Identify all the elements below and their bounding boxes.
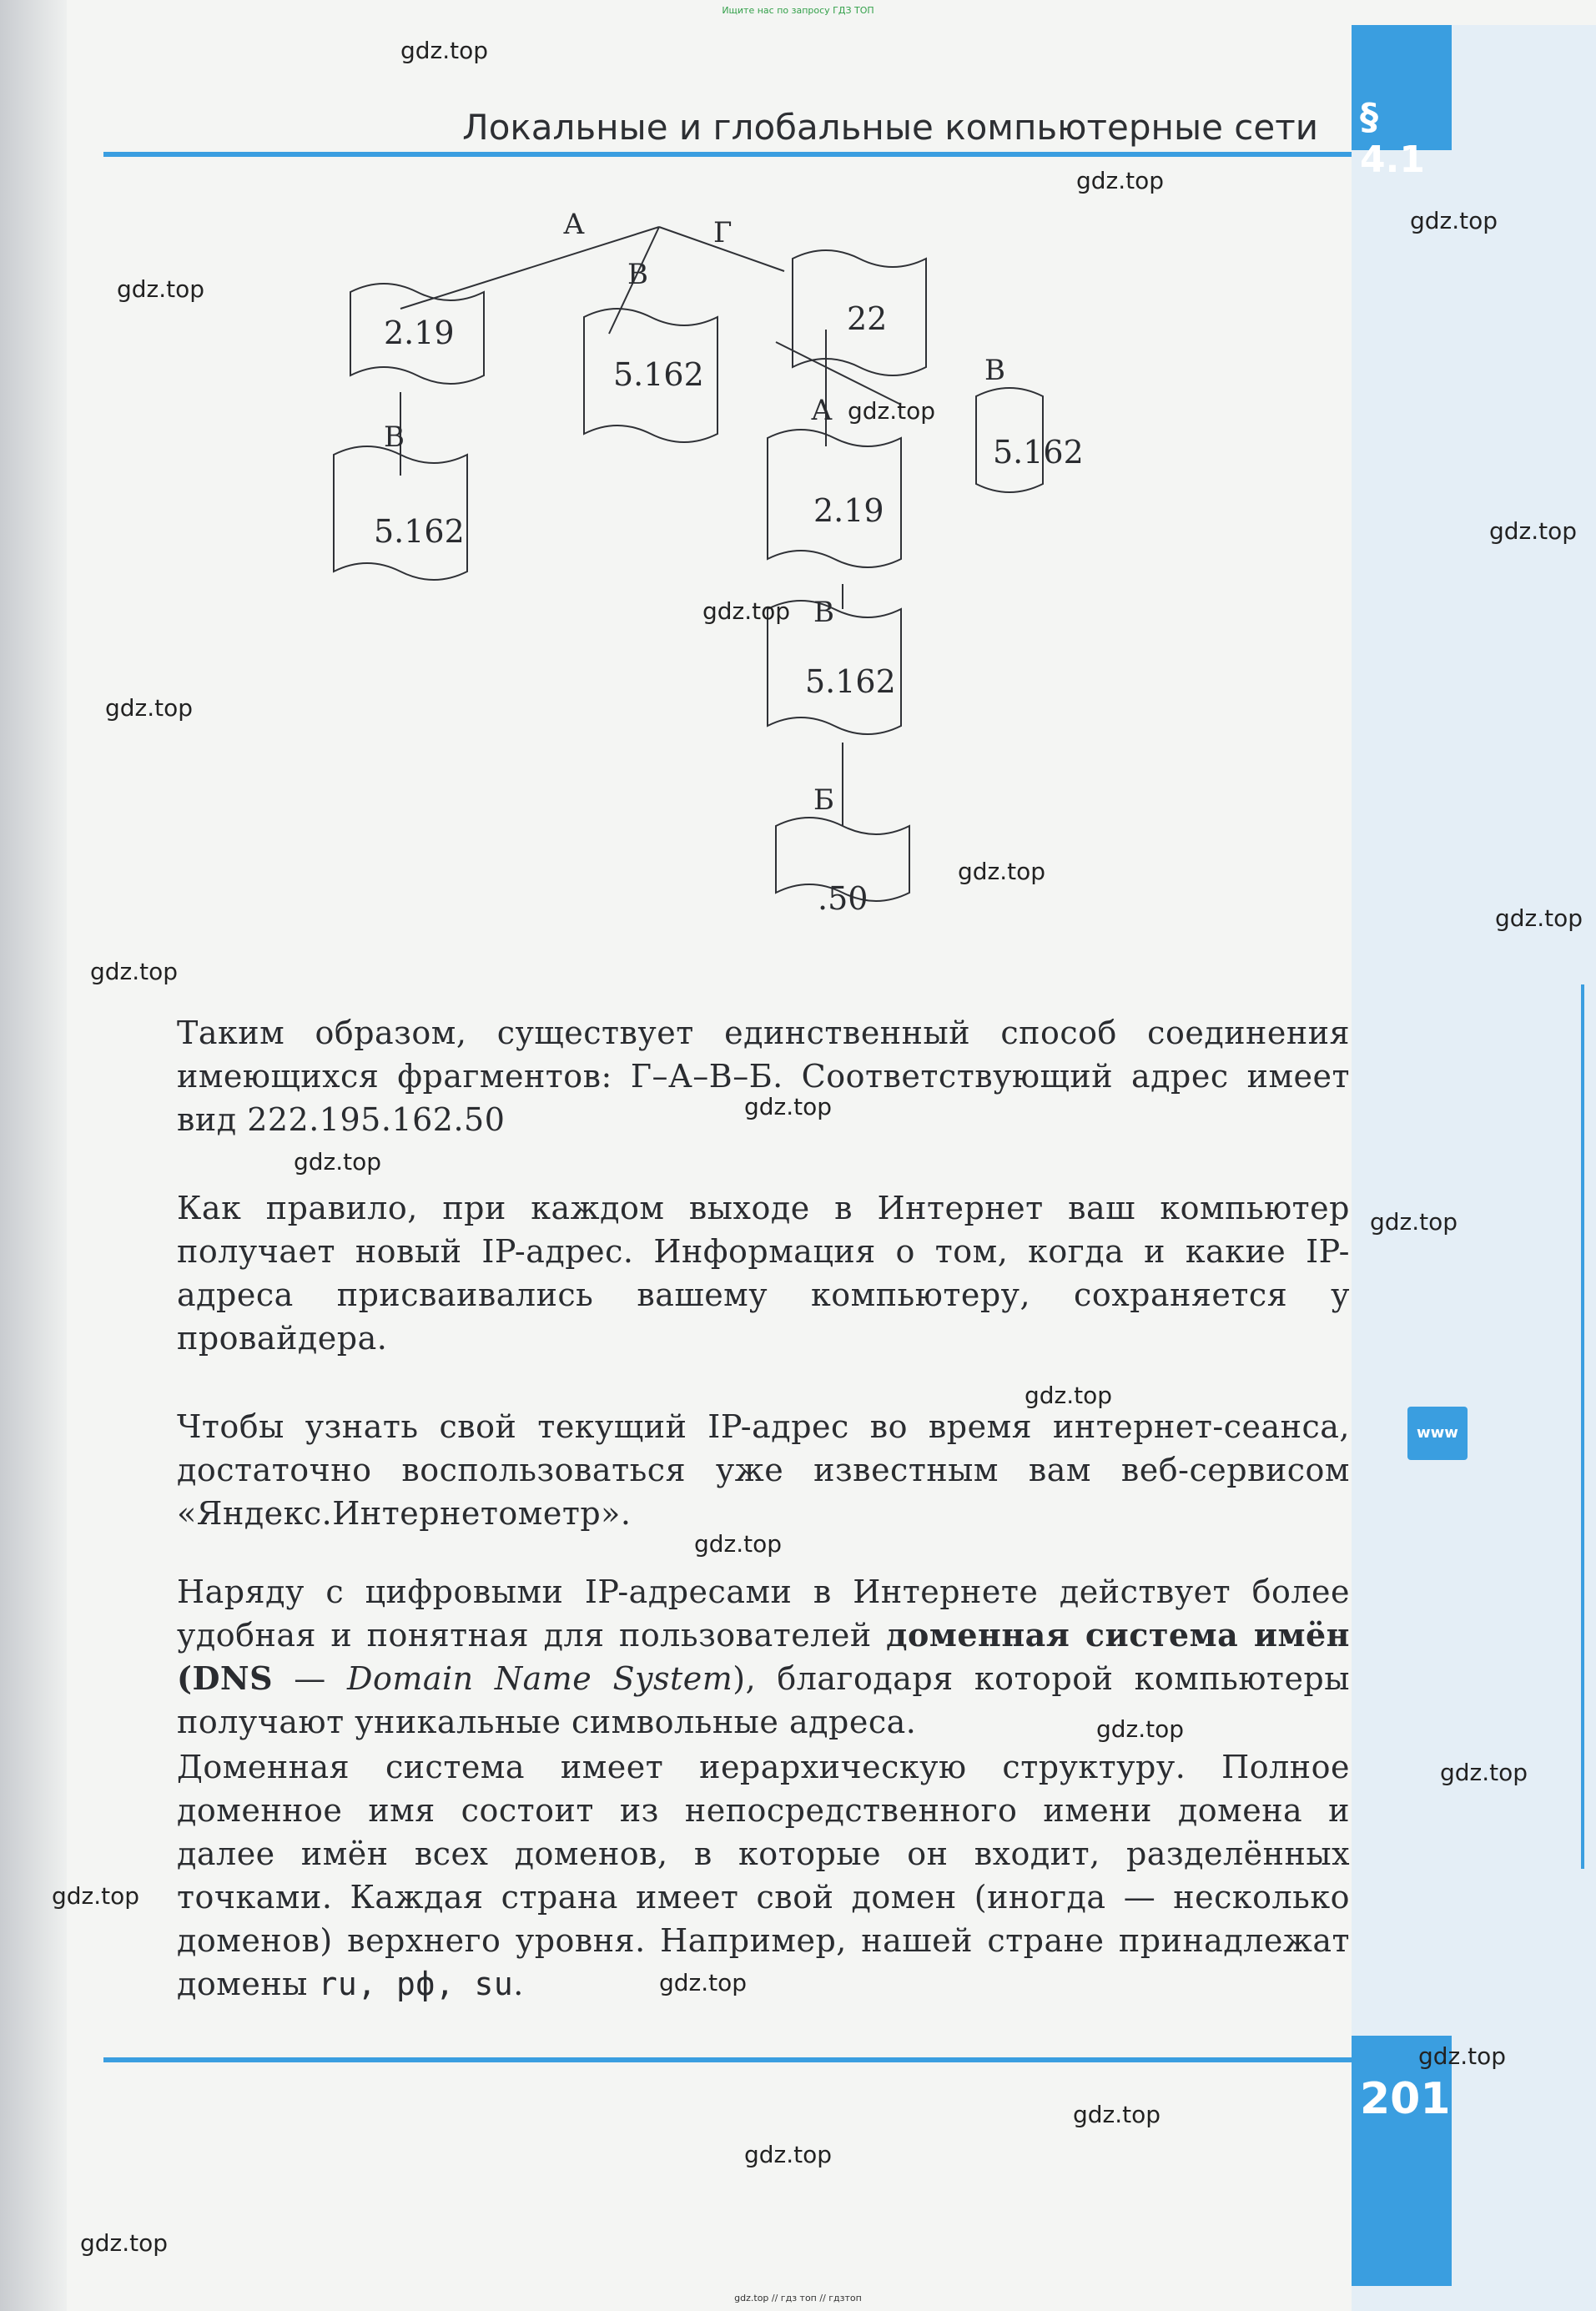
watermark: gdz.top <box>105 694 194 722</box>
watermark: gdz.top <box>1410 207 1498 234</box>
edge-letter: В <box>627 258 648 291</box>
paragraph-conclusion: Таким образом, существует единственный способ соединения имеющихся фрагментов: Г–А–В–Б. Соответствующий адрес имеет вид 222.195.162.50 <box>177 1015 1350 1138</box>
edge-letter: В <box>813 596 834 629</box>
watermark: gdz.top <box>958 858 1046 885</box>
domain-examples: ru, рф, su <box>318 1966 514 2002</box>
dns-expansion: Domain Name System <box>347 1660 733 1697</box>
watermark: gdz.top <box>744 2141 833 2168</box>
bottom-search-note: gdz.top // гдз топ // гдзтоп <box>734 2293 862 2303</box>
side-margin-band <box>1352 25 1596 2311</box>
edge-letter: Б <box>813 783 834 817</box>
page-binding-shadow <box>0 0 67 2311</box>
watermark: gdz.top <box>90 958 179 985</box>
watermark: gdz.top <box>80 2229 169 2257</box>
fragment-label: 2.19 <box>384 315 455 351</box>
watermark: gdz.top <box>1418 2042 1507 2070</box>
footer-divider <box>103 2057 1352 2062</box>
top-search-note: Ищите нас по запросу ГДЗ ТОП <box>722 5 874 16</box>
paragraph-domain-hierarchy: Доменная система имеет иерархическую структуру. Полное доменное имя состоит из непосредственного имени домена и далее имён всех доменов, в которые он входит, разделённых точками. Каждая страна имеет свой домен (иногда — несколько доменов) верхнего уровня. Например, нашей стране принадлежат домены ru, рф, su. <box>177 1749 1350 2002</box>
page-number: 201 <box>1360 2074 1451 2124</box>
edge-letter: А <box>563 208 585 241</box>
ip-fragments-tree-diagram <box>317 208 1084 926</box>
edge-a <box>400 227 659 309</box>
fragment-label: 5.162 <box>805 663 896 700</box>
watermark: gdz.top <box>702 597 791 625</box>
page-number-tab <box>1352 2036 1452 2286</box>
watermark: gdz.top <box>400 37 489 64</box>
edge-letter: В <box>384 420 405 454</box>
paragraph-dns-intro: Наряду с цифровыми IP-адресами в Интернете действует более удобная и понятная для пользователей доменная система имён (DNS — Domain Name System), благодаря которой компьютеры получают уникальные символьные адреса. <box>177 1573 1350 1740</box>
paragraph-check-ip: Чтобы узнать свой текущий IP-адрес во время интернет-сеанса, достаточно воспользоваться уже известным вам веб-сервисом «Яндекс.Интернетометр». <box>177 1408 1350 1532</box>
fragment-label: 5.162 <box>374 513 465 550</box>
watermark: gdz.top <box>1076 167 1165 194</box>
watermark: gdz.top <box>1073 2101 1161 2128</box>
edge-letter: Г <box>713 216 733 249</box>
watermark: gdz.top <box>1489 517 1578 545</box>
dns-term: доменная система имён (DNS <box>177 1616 1350 1697</box>
watermark: gdz.top <box>1025 1382 1113 1409</box>
fragment-label: 5.162 <box>613 356 704 393</box>
watermark: gdz.top <box>117 275 205 303</box>
edge-letter: А <box>811 394 833 427</box>
edge-letter: В <box>984 354 1005 387</box>
watermark: gdz.top <box>1096 1715 1185 1743</box>
watermark: gdz.top <box>659 1969 748 1996</box>
section-number: § 4.1 <box>1360 96 1425 181</box>
fragment-label: 2.19 <box>813 492 884 529</box>
fragment-label: 5.162 <box>993 434 1084 471</box>
margin-accent-rule <box>1581 984 1584 1869</box>
fragment-label: .50 <box>818 880 868 917</box>
watermark: gdz.top <box>52 1882 140 1910</box>
watermark: gdz.top <box>1495 904 1583 932</box>
watermark: gdz.top <box>744 1093 833 1120</box>
watermark: gdz.top <box>694 1530 783 1558</box>
fragment-label: 22 <box>847 300 888 337</box>
edge-v3 <box>776 342 901 405</box>
watermark: gdz.top <box>1440 1759 1528 1786</box>
watermark: gdz.top <box>848 397 936 425</box>
www-badge: www <box>1407 1407 1468 1460</box>
page-header-title: Локальные и глобальные компьютерные сети <box>462 107 1318 148</box>
watermark: gdz.top <box>294 1148 382 1176</box>
header-divider <box>103 152 1352 157</box>
paragraph-ip-per-session: Как правило, при каждом выходе в Интернет ваш компьютер получает новый IP-адрес. Информация о том, когда и какие IP-адреса присваивались вашему компьютеру, сохраняется у провайдера. <box>177 1190 1350 1357</box>
watermark: gdz.top <box>1370 1208 1458 1236</box>
